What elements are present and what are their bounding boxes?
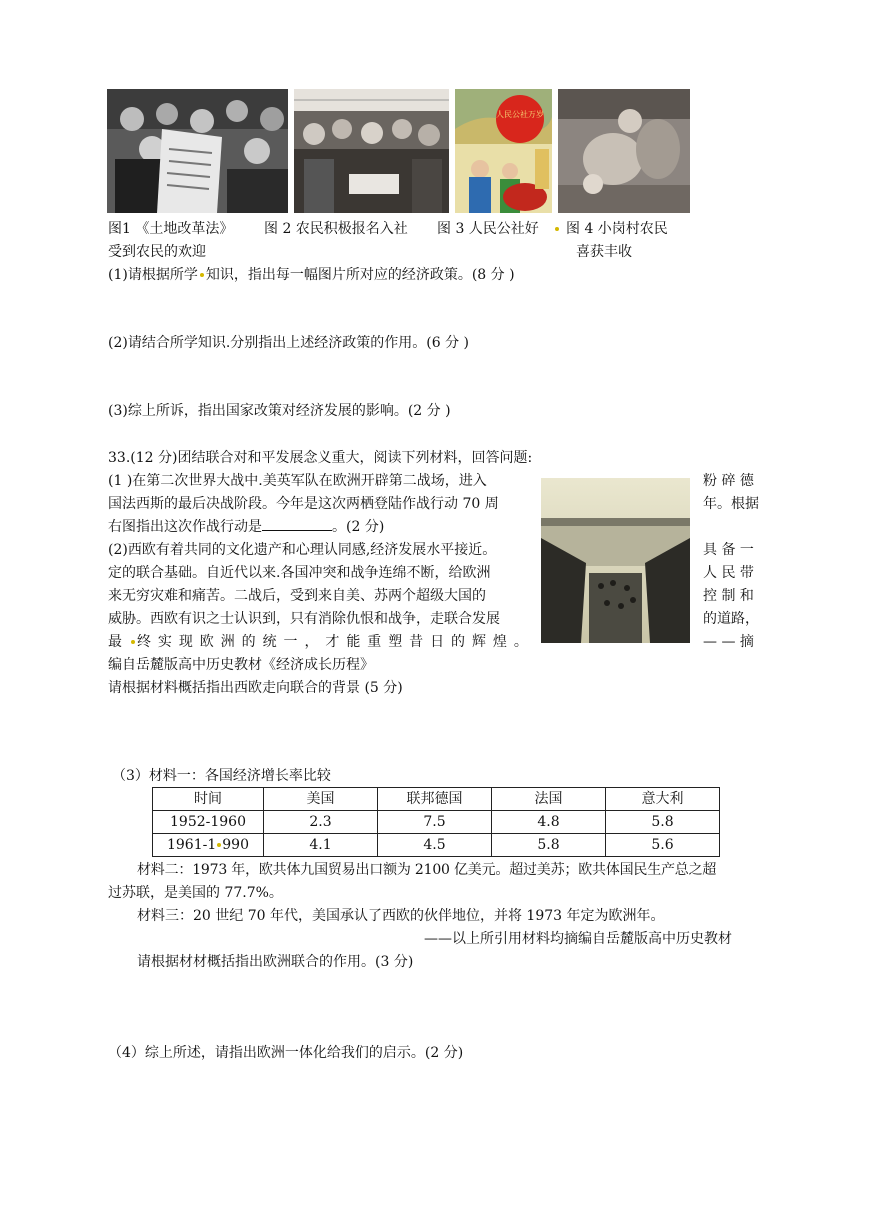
char: 最 <box>108 634 122 650</box>
char: 现 <box>178 634 193 650</box>
table-row <box>153 834 720 857</box>
material2-line1: 材料二：1973 年，欧共体九国贸易出口额为 2100 亿美元。超过美苏；欧共体国民生产总之超 <box>137 862 717 878</box>
q33-p2-line5 <box>108 631 528 653</box>
char-text: 终 <box>136 634 151 650</box>
q33-p1-line3 <box>108 516 384 538</box>
material-source: ——以上所引用材料均摘编自岳麓版高中历史教材 <box>424 931 732 947</box>
q33-p1-line2-right: 年。根据 <box>703 496 759 512</box>
q33-p2-line3-a: 来无穷灾难和痛苦。二战后，受到来自美、苏 <box>108 588 388 604</box>
char: 。 <box>513 634 528 650</box>
q33-p2-line1-right: 具 备 一 <box>703 542 754 558</box>
marker-dot <box>200 273 204 277</box>
char: 一 <box>283 634 298 650</box>
q33-p2-line2: 定的联合基础。自近代以来.各国冲突和战争连绵不断，给欧洲 <box>108 565 491 581</box>
caption-fig1: 图1 《土地改革法》 <box>108 221 234 237</box>
growth-rate-table <box>152 787 720 857</box>
commune-poster-image <box>455 89 552 213</box>
char: 实 <box>157 634 172 650</box>
marker-dot <box>555 227 559 231</box>
table-cell: 5.6 <box>606 834 720 857</box>
marker-dot <box>217 843 221 847</box>
char: 日 <box>430 634 445 650</box>
poster-slogan <box>496 109 544 119</box>
q32-part1 <box>108 264 515 286</box>
caption-dot <box>553 218 561 240</box>
char: 昔 <box>409 634 424 650</box>
q33-p1-line1-right: 粉 碎 德 <box>703 473 754 489</box>
q32-part2: (2)请结合所学知识.分别指出上述经济政策的作用。(6 分 ) <box>108 335 470 351</box>
photo-normandy-landing <box>541 478 690 643</box>
char: 重 <box>367 634 382 650</box>
q32-part3: (3)综上所诉，指出国家改策对经济发展的影响。(2 分 ) <box>108 403 451 419</box>
char: 的 <box>451 634 465 650</box>
table-cell: 7.5 <box>378 811 492 834</box>
q32-part1-b: 知识，指出每一幅图片所对应的经济政策。(8 分 ) <box>205 267 515 283</box>
table-cell: 4.8 <box>492 811 606 834</box>
q33-p2-line3-b: 两个超级大国的 <box>388 588 486 604</box>
table-header-cell: 意大利 <box>606 788 720 811</box>
photo-xiaogang-harvest <box>558 89 690 213</box>
q33-p3-heading: （3）材料一：各国经济增长率比较 <box>112 768 331 784</box>
q33-p2-source: 编自岳麓版高中历史教材《经济成长历程》 <box>108 657 374 673</box>
q33-p1-line3-b: 。(2 分) <box>332 519 385 535</box>
harvest-image <box>558 89 690 213</box>
poster-slogan-text: 人民公社万岁 <box>496 110 544 119</box>
land-reform-image <box>107 89 288 213</box>
char: ， <box>304 634 319 650</box>
char: 的 <box>241 634 256 650</box>
caption-fig4: 图 4 小岗村农民 <box>566 221 668 237</box>
q33-p3-question: 请根据材材概括指出欧洲联合的作用。(3 分) <box>137 954 414 970</box>
material2-line2: 过苏联，是美国的 77.7%。 <box>108 885 283 901</box>
char: 煌 <box>492 634 507 650</box>
q33-p2-line3 <box>108 585 486 607</box>
q33-p1-line1: (1 )在第二次世界大战中.美英军队在欧洲开辟第二战场，进入 <box>108 473 487 489</box>
q33-p1-line2: 国法西斯的最后决战阶段。今年是这次两栖登陆作战行动 70 周 <box>108 496 499 512</box>
char: 欧 <box>199 634 214 650</box>
answer-blank[interactable] <box>262 516 332 531</box>
table-header-row <box>153 788 720 811</box>
table-cell <box>153 834 264 857</box>
caption-fig4-cont: 喜获丰收 <box>576 244 632 260</box>
photo-cooperative-signup <box>294 89 449 213</box>
q33-p2-line4: 威胁。西欧有识之士认识到，只有消除仇恨和战争，走联合发展 <box>108 611 500 627</box>
char: 辉 <box>471 634 486 650</box>
table-cell: 1952-1960 <box>153 811 264 834</box>
q33-p2-line4-right: 的道路， <box>703 611 759 627</box>
q33-p2-question: 请根据材料概括指出西欧走向联合的背景 (5 分) <box>108 680 403 696</box>
char <box>129 631 151 653</box>
cooperative-image <box>294 89 449 213</box>
char: 才 <box>325 634 340 650</box>
normandy-image <box>541 478 690 643</box>
table-cell: 2.3 <box>264 811 378 834</box>
period-tail: 990 <box>222 837 249 853</box>
photo-commune-poster <box>455 89 552 213</box>
material3: 材料三：20 世纪 70 年代，美国承认了西欧的伙伴地位，并将 1973 年定为欧洲年。 <box>137 908 665 924</box>
table-header-cell: 联邦德国 <box>378 788 492 811</box>
photo-land-reform <box>107 89 288 213</box>
char: 统 <box>262 634 277 650</box>
table-header-cell: 法国 <box>492 788 606 811</box>
char: 能 <box>346 634 361 650</box>
caption-fig3: 图 3 人民公社好 <box>437 221 539 237</box>
q33-p1-line3-a: 右图指出这次作战行动是 <box>108 519 262 535</box>
caption-fig1-cont: 受到农民的欢迎 <box>108 244 206 260</box>
char: 洲 <box>220 634 235 650</box>
q33-p2-line5-right: — — 摘 <box>703 634 754 650</box>
table-row <box>153 811 720 834</box>
marker-dot <box>131 640 135 644</box>
table-cell: 4.1 <box>264 834 378 857</box>
q33-p2-line1: (2)西欧有着共同的文化遗产和心理认同感,经济发展水平接近。 <box>108 542 497 558</box>
caption-fig2: 图 2 农民积极报名入社 <box>264 221 408 237</box>
table-header-cell: 美国 <box>264 788 378 811</box>
q33-p4: （4）综上所述，请指出欧洲一体化给我们的启示。(2 分) <box>108 1045 464 1061</box>
char: 塑 <box>388 634 403 650</box>
q32-part1-a: (1)请根据所学 <box>108 267 198 283</box>
table-cell: 4.5 <box>378 834 492 857</box>
table-cell: 5.8 <box>606 811 720 834</box>
period-head: 1961-1 <box>166 837 217 853</box>
table-cell: 5.8 <box>492 834 606 857</box>
q33-p2-line2-right: 人 民 带 <box>703 565 754 581</box>
q33-intro: 33.(12 分)团结联合对和平发展念义重大，阅读下列材料，回答问题: <box>108 450 533 466</box>
table-header-cell: 时间 <box>153 788 264 811</box>
q33-p2-line3-right: 控 制 和 <box>703 588 754 604</box>
